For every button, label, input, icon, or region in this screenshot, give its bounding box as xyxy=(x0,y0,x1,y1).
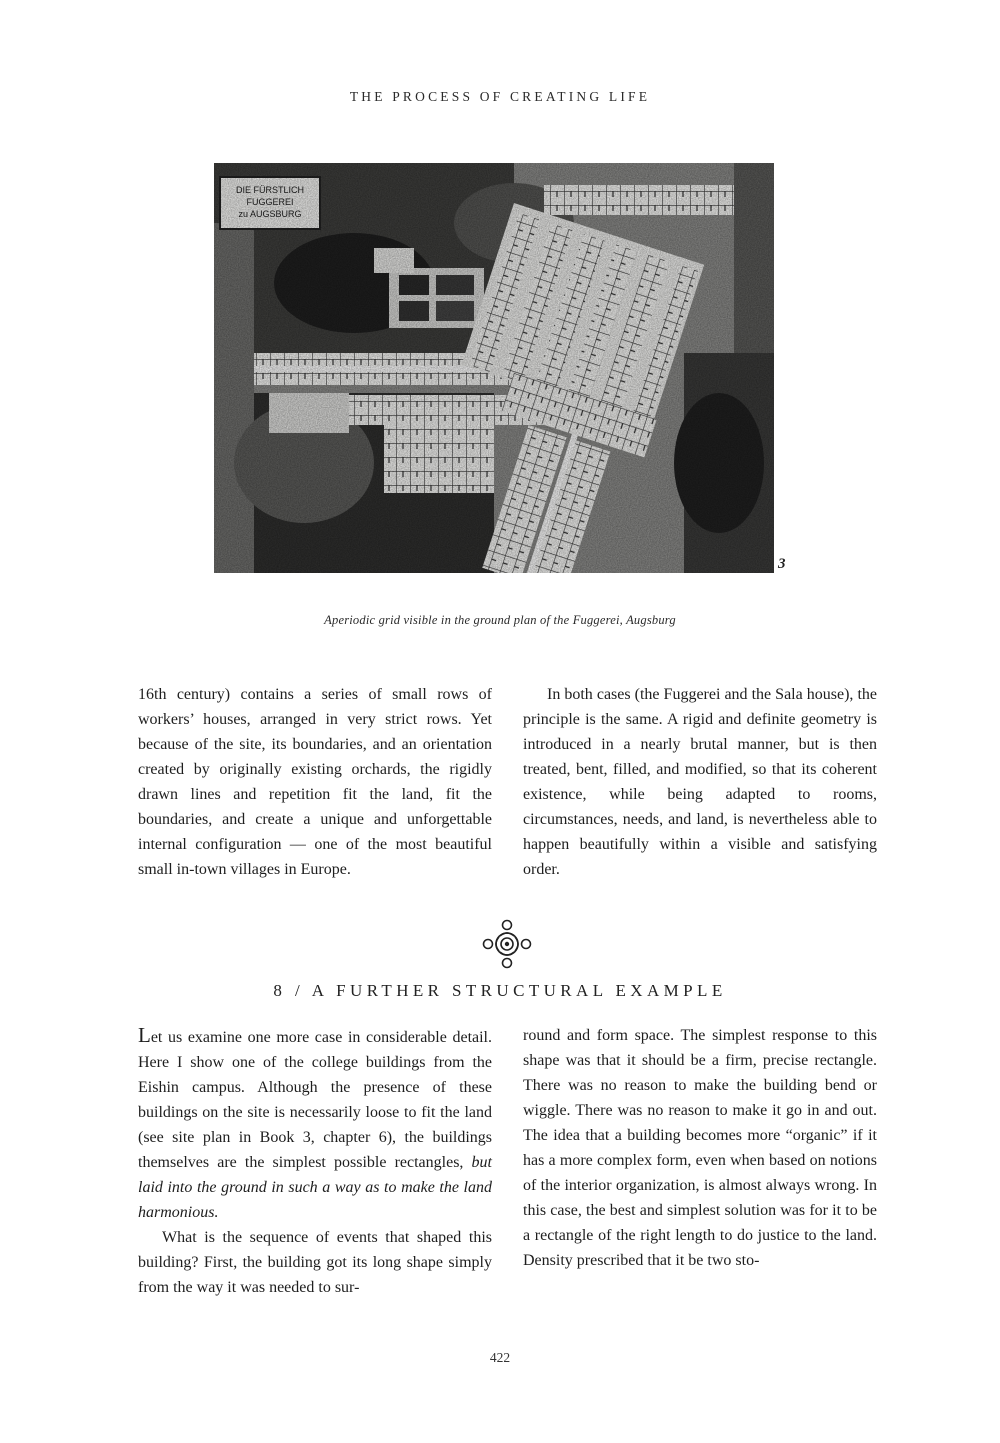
drop-cap: L xyxy=(138,1023,151,1047)
figure-caption: Aperiodic grid visible in the ground plan of the Fuggerei, Augsburg xyxy=(324,613,676,627)
page-number: 422 xyxy=(489,1350,511,1365)
lower-left-paragraph-1-italic: but laid into the ground in such a way as to make the land harmonious. xyxy=(138,1154,492,1221)
lower-left-column xyxy=(138,1023,492,1300)
upper-left-paragraph: 16th century) contains a series of small rows of workers’ houses, arranged in very strict rows. Yet because of the site, its boundaries, and an orientation created by originally existing orchards, the rigidly drawn lines and repetition fit the land, fit the boundaries, and create a unique and unforgettable internal configuration — one of the most beautiful small in-town villages in Europe. xyxy=(138,686,492,878)
lower-right-paragraph: round and form space. The simplest response to this shape was that it should be a firm, precise rectangle. There was no reason to make the building bend or wiggle. There was no reason to make it go in and out. The idea that a building becomes more “organic” if it has a more complex form, even when based on notions of the interior organization, is almost always wrong. In this case, the best and simplest solution was for it to be a rectangle of the right length to do justice to the land. Density prescribed that it be two sto- xyxy=(523,1027,877,1269)
lower-left-paragraph-1 xyxy=(138,1023,492,1225)
lower-left-paragraph-1-text: et us examine one more case in considerable detail. Here I show one of the college buildings from the Eishin campus. Although the presence of these buildings on the site is necessarily loose to fit the land (see site plan in Book 3, chapter 6), the buildings themselves are the simplest possible rectangles, xyxy=(138,1029,492,1171)
fuggerei-plan-figure xyxy=(214,163,774,573)
upper-left-column xyxy=(138,682,492,882)
running-head: THE PROCESS OF CREATING LIFE xyxy=(349,89,651,104)
section-ornament-icon xyxy=(481,918,533,970)
lower-right-column xyxy=(523,1023,877,1273)
lower-left-paragraph-2: What is the sequence of events that shaped this building? First, the building got its long shape simply from the way it was needed to sur- xyxy=(138,1229,492,1296)
upper-right-column xyxy=(523,682,877,882)
figure-number: 3 xyxy=(778,556,786,572)
section-title: 8 / A FURTHER STRUCTURAL EXAMPLE xyxy=(273,981,727,1000)
upper-right-paragraph: In both cases (the Fuggerei and the Sala house), the principle is the same. A rigid and definite geometry is introduced in a nearly brutal manner, but is then treated, bent, filled, and modified, so that its coherent existence, while being adapted to rooms, circumstances, needs, and land, is nevertheless able to happen beautifully within a visible and satisfying order. xyxy=(523,686,877,878)
